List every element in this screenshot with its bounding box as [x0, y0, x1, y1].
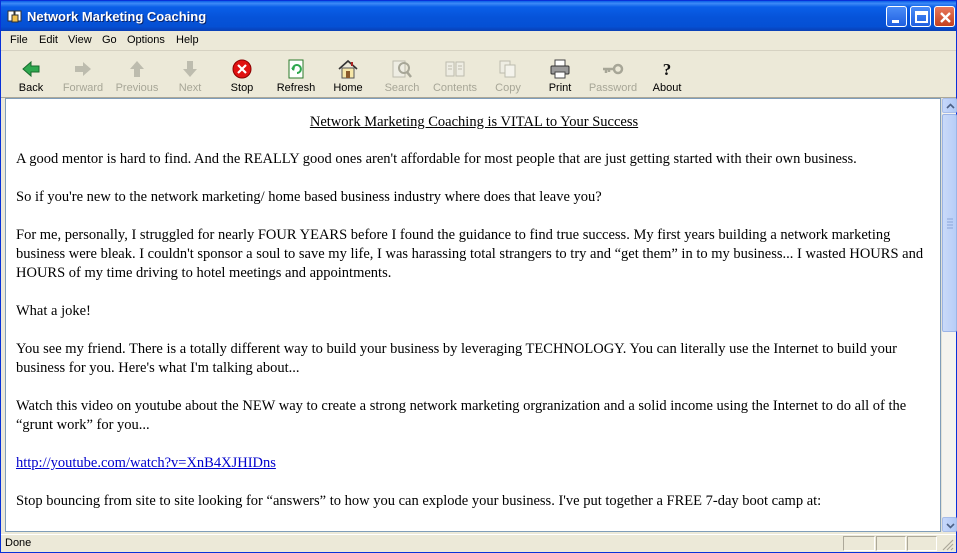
scroll-up-arrow-icon: [943, 99, 957, 114]
scroll-down-arrow-icon: [943, 518, 957, 533]
password-button[interactable]: Password: [587, 54, 639, 96]
menu-go[interactable]: Go: [102, 34, 117, 46]
paragraph: What a joke!: [16, 303, 91, 319]
home-icon: [337, 58, 359, 80]
contents-book-icon: [444, 58, 466, 80]
question-mark-icon: [656, 58, 678, 80]
status-panel: [843, 536, 875, 551]
scroll-down-button[interactable]: [942, 517, 957, 532]
status-text: Done: [5, 537, 32, 549]
minimize-button[interactable]: [886, 6, 907, 27]
menu-bar: [1, 31, 956, 51]
forward-button[interactable]: Forward: [59, 54, 107, 96]
maximize-icon: [911, 7, 932, 28]
home-button[interactable]: Home: [326, 54, 370, 96]
status-panel: [907, 536, 937, 551]
menu-view[interactable]: View: [68, 34, 92, 46]
status-panel: [876, 536, 906, 551]
forward-arrow-icon: [72, 58, 94, 80]
stop-button[interactable]: Stop: [220, 54, 264, 96]
paragraph: Watch this video on youtube about the NEW way to create a strong network marketing orgranization and a solid income using the Internet to do all of the “grunt work” for you...: [16, 398, 907, 433]
help-content-pane[interactable]: [5, 98, 941, 532]
menu-edit[interactable]: Edit: [39, 34, 58, 46]
up-arrow-icon: [126, 58, 148, 80]
grip-icon: [943, 115, 957, 333]
back-arrow-icon: [20, 58, 42, 80]
menu-help[interactable]: Help: [176, 34, 199, 46]
document: [16, 113, 932, 530]
minimize-icon: [887, 7, 908, 28]
vertical-scrollbar[interactable]: [941, 98, 956, 532]
svg-text:?: ?: [662, 60, 672, 79]
paragraph: So if you're new to the network marketing/ home based business industry where does that leave you?: [16, 189, 602, 205]
paragraph: Stop bouncing from site to site looking for “answers” to how you can explode your business. I've put together a FREE 7-day boot camp at:: [16, 493, 822, 509]
paragraph: A good mentor is hard to find. And the REALLY good ones aren't affordable for most people that are just getting started with their own business.: [16, 151, 857, 167]
refresh-icon: [285, 58, 307, 80]
search-button[interactable]: Search: [380, 54, 424, 96]
title-bar[interactable]: [1, 1, 956, 31]
down-arrow-icon: [179, 58, 201, 80]
close-button[interactable]: [934, 6, 955, 27]
stop-icon: [231, 58, 253, 80]
resize-grip-icon[interactable]: [941, 538, 954, 551]
scroll-thumb[interactable]: [942, 114, 957, 332]
toolbar: [1, 52, 956, 98]
next-button[interactable]: Next: [168, 54, 212, 96]
menu-file[interactable]: File: [10, 34, 28, 46]
refresh-button[interactable]: Refresh: [271, 54, 321, 96]
paragraph: For me, personally, I struggled for nearly FOUR YEARS before I found the guidance to find true success. My first years building a network marketing business were bleak. I couldn't sponsor a soul to save my life, I was harassing total strangers to try and “get them” in to my business... I wasted HOURS and HOURS of my time driving to hotel meetings and appointments.: [16, 227, 924, 281]
about-button[interactable]: ? About: [652, 60, 682, 94]
paragraph: You see my friend. There is a totally different way to build your business by leveraging TECHNOLOGY. You can literally use the Internet to build your business for you. Here's what I'm talking about...: [16, 341, 898, 376]
page-title: Network Marketing Coaching is VITAL to Your Success: [309, 114, 639, 130]
status-bar: [1, 534, 956, 552]
maximize-button[interactable]: [910, 6, 931, 27]
menu-options[interactable]: Options: [127, 34, 165, 46]
copy-button[interactable]: Copy: [486, 54, 530, 96]
print-button[interactable]: Print: [538, 54, 582, 96]
close-icon: [935, 7, 956, 28]
copy-icon: [497, 58, 519, 80]
window-title: Network Marketing Coaching: [27, 9, 207, 24]
scroll-up-button[interactable]: [942, 98, 957, 113]
contents-button[interactable]: Contents: [429, 54, 481, 96]
search-icon: [391, 58, 413, 80]
printer-icon: [549, 58, 571, 80]
help-book-icon: [7, 9, 23, 23]
youtube-link[interactable]: http://youtube.com/watch?v=XnB4XJHIDns: [16, 455, 276, 471]
key-icon: [602, 58, 624, 80]
back-button[interactable]: Back: [9, 54, 53, 96]
link-paragraph: [16, 454, 932, 473]
previous-button[interactable]: Previous: [113, 54, 161, 96]
